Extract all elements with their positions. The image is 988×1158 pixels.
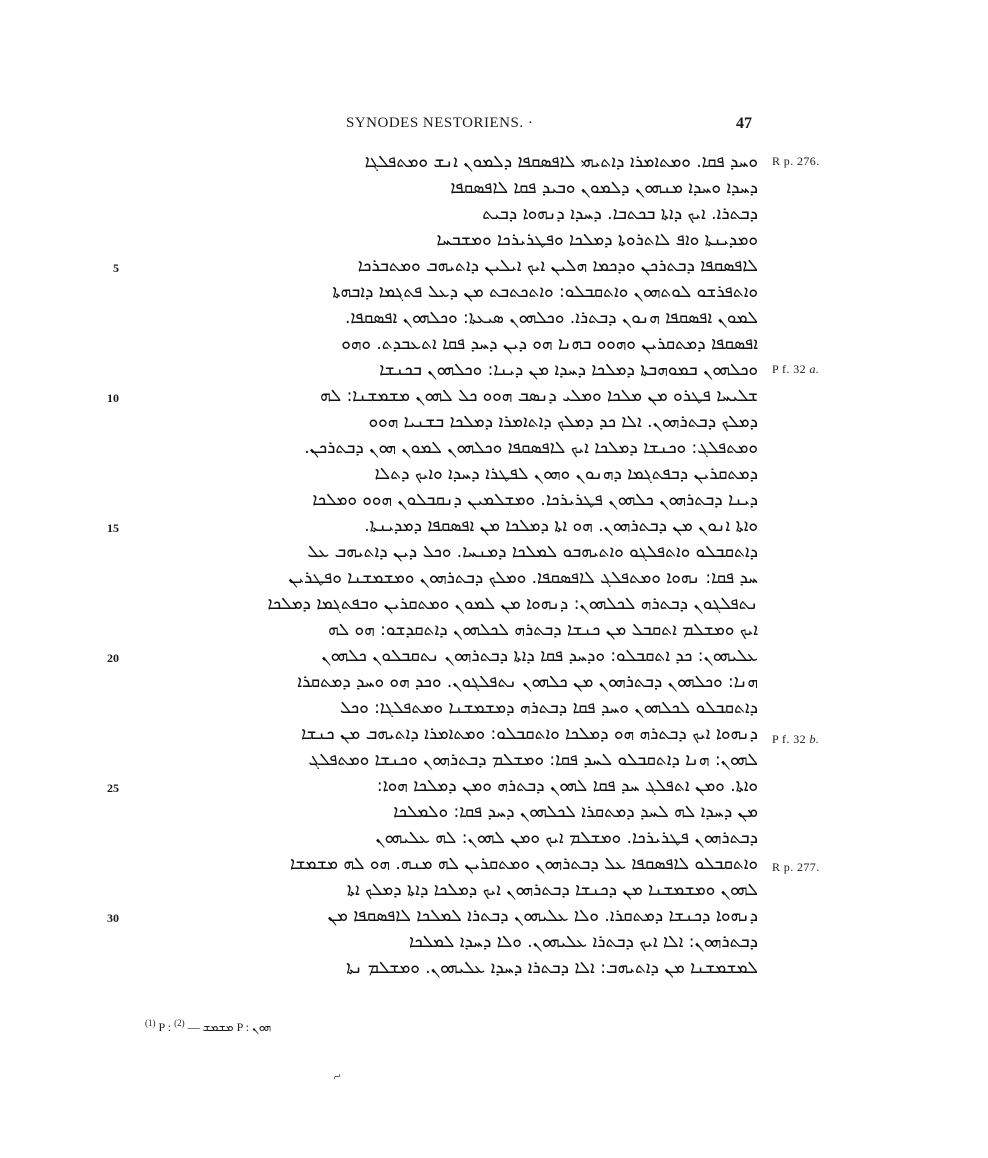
margin-note [772, 860, 820, 875]
text-line [128, 772, 758, 798]
syriac-line: ܠܗܘܢ: ܗܢܐ ܕܐܬܩܒܠܘ ܠܚܕ ܦܩܐ: ܘܡܫܠܡ ܕܒܬܪܗܘܢ ܘܟܢܫܐ ܘܡܬܦܠܓ [308, 750, 758, 770]
syriac-line: ܕܐܬܩܒܠܘ ܘܐܬܦܠܓܘ ܘܐܬܝܗܒܘ ܠܡܠܟܐ ܕܡܢܚܐ. ܘܟܠ ܕܝܢ ܕܐܬܝܗܒ ܥܠ [307, 542, 758, 562]
syriac-line: ܫܠܝܚܐ ܦܛܪܘ ܡܢ ܡܠܟܐ ܘܡܠܝ ܕܢܣܒ ܗܘܘ ܟܠ ܠܗܘܢ ܡܫܡܫܢܐ: ܠܗ [320, 386, 758, 406]
footnote-text: P : ܗܘܢ [236, 1020, 272, 1034]
text-line [128, 642, 758, 668]
text-line [128, 928, 758, 954]
footnote-marker: (2) [174, 1018, 185, 1028]
syriac-line: ܘܐܬܦܪܫܘ ܠܘܬܗܘܢ ܘܐܬܩܒܠܘ: ܘܐܬܟܬܒܬ ܡܢ ܕܥܠ ܦܬܓܡܐ ܕܐܒܗܬܐ [332, 282, 758, 302]
syriac-line: ܕܚܕܐ ܘܚܕܐ ܡܢܗܘܢ ܕܠܡܘܢ ܘܒܝܕ ܦܩܐ ܠܐܦܣܩܦܐ [450, 178, 758, 198]
text-line [128, 564, 758, 590]
text-line [128, 330, 758, 356]
line-number: 30 [107, 911, 119, 925]
syriac-line: ܕܐܬܩܒܠܘ ܠܟܠܗܘܢ ܘܚܕ ܦܩܐ ܕܒܬܪܗ ܕܡܫܡܫܢܐ ܘܡܬܦܠܓܐ: ܘܟܠ [339, 698, 758, 718]
syriac-line: ܘܐܬܐ ܐܢܘܢ ܡܢ ܕܒܬܪܗܘܢ. ܗܘ ܐܬܐ ܕܡܠܟܐ ܡܢ ܐܦܣܩܦܐ ܕܡܕܝܢܬܐ. [364, 516, 758, 536]
text-line [128, 408, 758, 434]
text-line [128, 954, 758, 980]
text-line [128, 486, 758, 512]
text-line [128, 590, 758, 616]
margin-note-suffix: b. [809, 732, 820, 746]
text-line [128, 824, 758, 850]
syriac-line: ܐܦܣܩܦܐ ܕܡܬܩܪܝܢ ܘܗܘܘ ܒܗܢܐ ܗܘ ܕܝܢ ܕܚܕ ܦܩܐ ܐܬܥܒܕܬ. ܘܗܘ [341, 334, 758, 354]
text-line [128, 148, 758, 174]
text-line [128, 434, 758, 460]
syriac-line: ܘܚܕ ܦܩܐ. ܘܡܬܐܡܪܐ ܕܐܬܝܗܝ ܠܐܦܣܩܦܐ ܕܠܡܘܢ ܐܢܫ ܘܡܬܦܠܓܐ [364, 152, 758, 172]
syriac-line: ܠܡܫܡܫܢܐ ܡܢ ܕܐܬܝܗܒ: ܐܠܐ ܕܒܬܪܐ ܕܚܕܐ ܥܠܝܗܘܢ. ܘܡܫܠܡ ܢܬܐ [346, 958, 758, 978]
margin-note [772, 732, 819, 747]
footnote-text: P : ܡܫܡܫ — [158, 1020, 234, 1034]
stray-ink-mark: ~ [330, 1069, 345, 1086]
margin-note-label: R p. 276. [772, 154, 820, 168]
text-line [128, 668, 758, 694]
syriac-line: ܘܡܬܦܠܓ: ܘܟܢܫܐ ܕܡܠܟܐ ܐܝܟ ܠܐܦܣܩܦܐ ܘܟܠܗܘܢ ܠܡܘܢ ܗܘܢ ܕܒܬܪܟܢ. [304, 438, 758, 458]
syriac-line: ܕܒܬܪܐ. ܐܝܟ ܕܐܬܐ ܒܟܬܒܐ. ܕܚܕܐ ܕܢܗܘܐ ܕܒܝܬ [482, 204, 758, 224]
text-line [128, 798, 758, 824]
text-line [128, 252, 758, 278]
margin-note-label: R p. 277. [772, 860, 820, 874]
text-line [128, 304, 758, 330]
margin-note-label: P f. 32 [772, 732, 810, 746]
line-number: 20 [107, 651, 119, 665]
text-line [128, 746, 758, 772]
syriac-line: ܕܢܗܘܐ ܕܟܢܫܐ ܕܡܬܩܪܐ. ܘܠܐ ܥܠܝܗܘܢ ܕܒܬܪܐ ܠܡܠܟܐ ܠܐܦܣܩܦܐ ܡܢ [327, 906, 758, 926]
footnotes [145, 1018, 271, 1035]
syriac-line: ܘܐܬܐ. ܘܡܢ ܐܬܦܠܓ ܚܕ ܦܩܐ ܠܗܘܢ ܕܒܬܪܗ ܘܡܢ ܕܡܠܟܐ ܗܘܐ: [376, 776, 758, 796]
text-line [128, 460, 758, 486]
margin-note-label: P f. 32 [772, 362, 810, 376]
text-line [128, 356, 758, 382]
syriac-line: ܡܢ ܕܚܕܐ ܠܗ ܠܚܕ ܕܡܬܩܪܐ ܠܟܠܗܘܢ ܕܚܕ ܦܩܐ: ܘܠܡܠܟܐ [393, 802, 758, 822]
margin-note [772, 154, 820, 169]
syriac-line: ܥܠܝܗܘܢ: ܟܕ ܐܬܩܒܠܘ: ܘܕܚܕ ܦܩܐ ܕܐܬܐ ܕܒܬܪܗܘܢ ܢܬܩܒܠܘܢ ܟܠܗܘܢ [321, 646, 758, 666]
text-line [128, 850, 758, 876]
syriac-line: ܕܢܗܘܐ ܐܝܟ ܕܒܬܪܗ ܗܘ ܕܡܠܟܐ ܘܐܬܩܒܠܘ: ܘܡܬܐܡܪܐ ܕܐܬܝܗܒ ܡܢ ܟܢܫܐ [301, 724, 758, 744]
syriac-line: ܕܒܬܪܗܘܢ: ܐܠܐ ܐܝܟ ܕܒܬܪܐ ܥܠܝܗܘܢ. ܘܠܐ ܕܚܕܐ ܠܡܠܟܐ [408, 932, 758, 952]
syriac-line: ܘܡܕܝܢܬܐ ܘܐܦ ܠܐܬܪܘܬܐ ܕܡܠܟܐ ܘܦܛܪܝܪܟܐ ܘܡܫܒܚܐ [436, 230, 758, 250]
text-line [128, 512, 758, 538]
syriac-line: ܗܢܐ: ܘܟܠܗܘܢ ܕܒܬܪܗܘܢ ܡܢ ܟܠܗܘܢ ܢܬܦܠܓܘܢ. ܘܟܕ ܗܘ ܘܚܕ ܕܡܬܩܪܐ [297, 672, 758, 692]
text-line [128, 720, 758, 746]
text-line [128, 902, 758, 928]
text-line [128, 538, 758, 564]
text-line [128, 200, 758, 226]
syriac-line: ܢܬܦܠܓܘܢ ܕܒܬܪܗ ܠܟܠܗܘܢ: ܕܢܗܘܐ ܡܢ ܠܡܘܢ ܘܡܬܩܪܝܢ ܘܒܦܬܓܡܐ ܕܡܠܟܐ [267, 594, 758, 614]
syriac-line: ܠܐܦܣܩܦܐ ܕܒܬܪܟܢ ܘܕܟܡܐ ܗܠܝܢ ܐܝܟ ܐܝܠܝܢ ܕܐܬܝܗܒ ܘܡܬܒܪܟܐ [357, 256, 758, 276]
text-line [128, 174, 758, 200]
line-number: 15 [107, 521, 119, 535]
syriac-line: ܕܝܢܐ ܕܒܬܪܗܘܢ ܟܠܗܘܢ ܦܛܪܝܪܟܐ. ܘܡܫܠܡܝܢ ܕܢܩܒܠܘܢ ܗܘܘ ܘܡܠܟܐ [312, 490, 758, 510]
running-title: SYNODES NESTORIENS. · [346, 115, 534, 131]
syriac-line: ܚܕ ܦܩܐ: ܢܗܘܐ ܘܡܬܦܠܓ ܠܐܦܣܩܦܐ. ܘܡܠܟ ܕܒܬܪܗܘܢ ܘܡܫܡܫܢܐ ܘܦܛܪܝܢ [288, 568, 758, 588]
syriac-line: ܘܐܬܩܒܠܘ ܠܐܦܣܩܦܐ ܥܠ ܕܒܬܪܗܘܢ ܘܡܬܩܪܝܢ ܠܗ ܡܢܗ. ܗܘ ܠܗ ܡܫܡܫܐ [289, 854, 758, 874]
syriac-line: ܕܡܠܟ ܕܒܬܪܗܘܢ. ܐܠܐ ܟܕ ܕܡܠܟ ܕܐܬܐܡܪܐ ܕܡܠܟܐ ܒܫܢܝܐ ܗܘܘ [368, 412, 758, 432]
syriac-line: ܕܒܬܪܗܘܢ ܦܛܪܝܪܟܐ. ܘܡܫܠܡ ܐܝܟ ܘܡܢ ܠܗܘܢ: ܠܗ ܥܠܝܗܘܢ [375, 828, 758, 848]
syriac-line: ܠܗܘܢ ܘܡܫܡܫܢܐ ܡܢ ܕܟܢܫܐ ܕܒܬܪܗܘܢ ܐܝܟ ܕܡܠܟܐ ܕܐܬܐ ܕܡܠܟ ܐܬܐ [346, 880, 758, 900]
line-number: 5 [113, 261, 119, 275]
text-line [128, 382, 758, 408]
page-number: 47 [736, 115, 752, 132]
syriac-line: ܐܝܟ ܘܡܫܠܡ ܐܬܩܒܠ ܡܢ ܟܢܫܐ ܕܒܬܪܗ ܠܟܠܗܘܢ ܕܐܬܩܕܫܘ: ܗܘ ܠܗ [328, 620, 758, 640]
text-line [128, 876, 758, 902]
footnote-marker: (1) [145, 1018, 156, 1028]
syriac-line: ܕܡܬܩܪܝܢ ܕܒܦܬܓܡܐ ܕܗܢܘܢ ܘܗܘܢ ܠܦܛܪܐ ܕܚܕܐ ܘܐܝܟ ܕܬܠܐ [374, 464, 758, 484]
syriac-line: ܘܟܠܗܘܢ ܒܡܘܗܒܬܐ ܕܡܠܟܐ ܕܚܕܐ ܡܢ ܕܝܢܐ: ܘܟܠܗܘܢ ܒܟܢܫܐ [379, 360, 758, 380]
syriac-line: ܠܡܘܢ ܐܦܣܩܦܐ ܗܢܘܢ ܕܒܬܪܐ. ܘܟܠܗܘܢ ܣܝܥܬܐ: ܘܟܠܗܘܢ ܐܦܣܩܦܐ. [344, 308, 758, 328]
line-number: 25 [107, 781, 119, 795]
text-line [128, 616, 758, 642]
line-number: 10 [107, 391, 119, 405]
text-line [128, 226, 758, 252]
text-line [128, 694, 758, 720]
margin-note-suffix: a. [809, 362, 820, 376]
margin-note [772, 362, 819, 377]
text-line [128, 278, 758, 304]
